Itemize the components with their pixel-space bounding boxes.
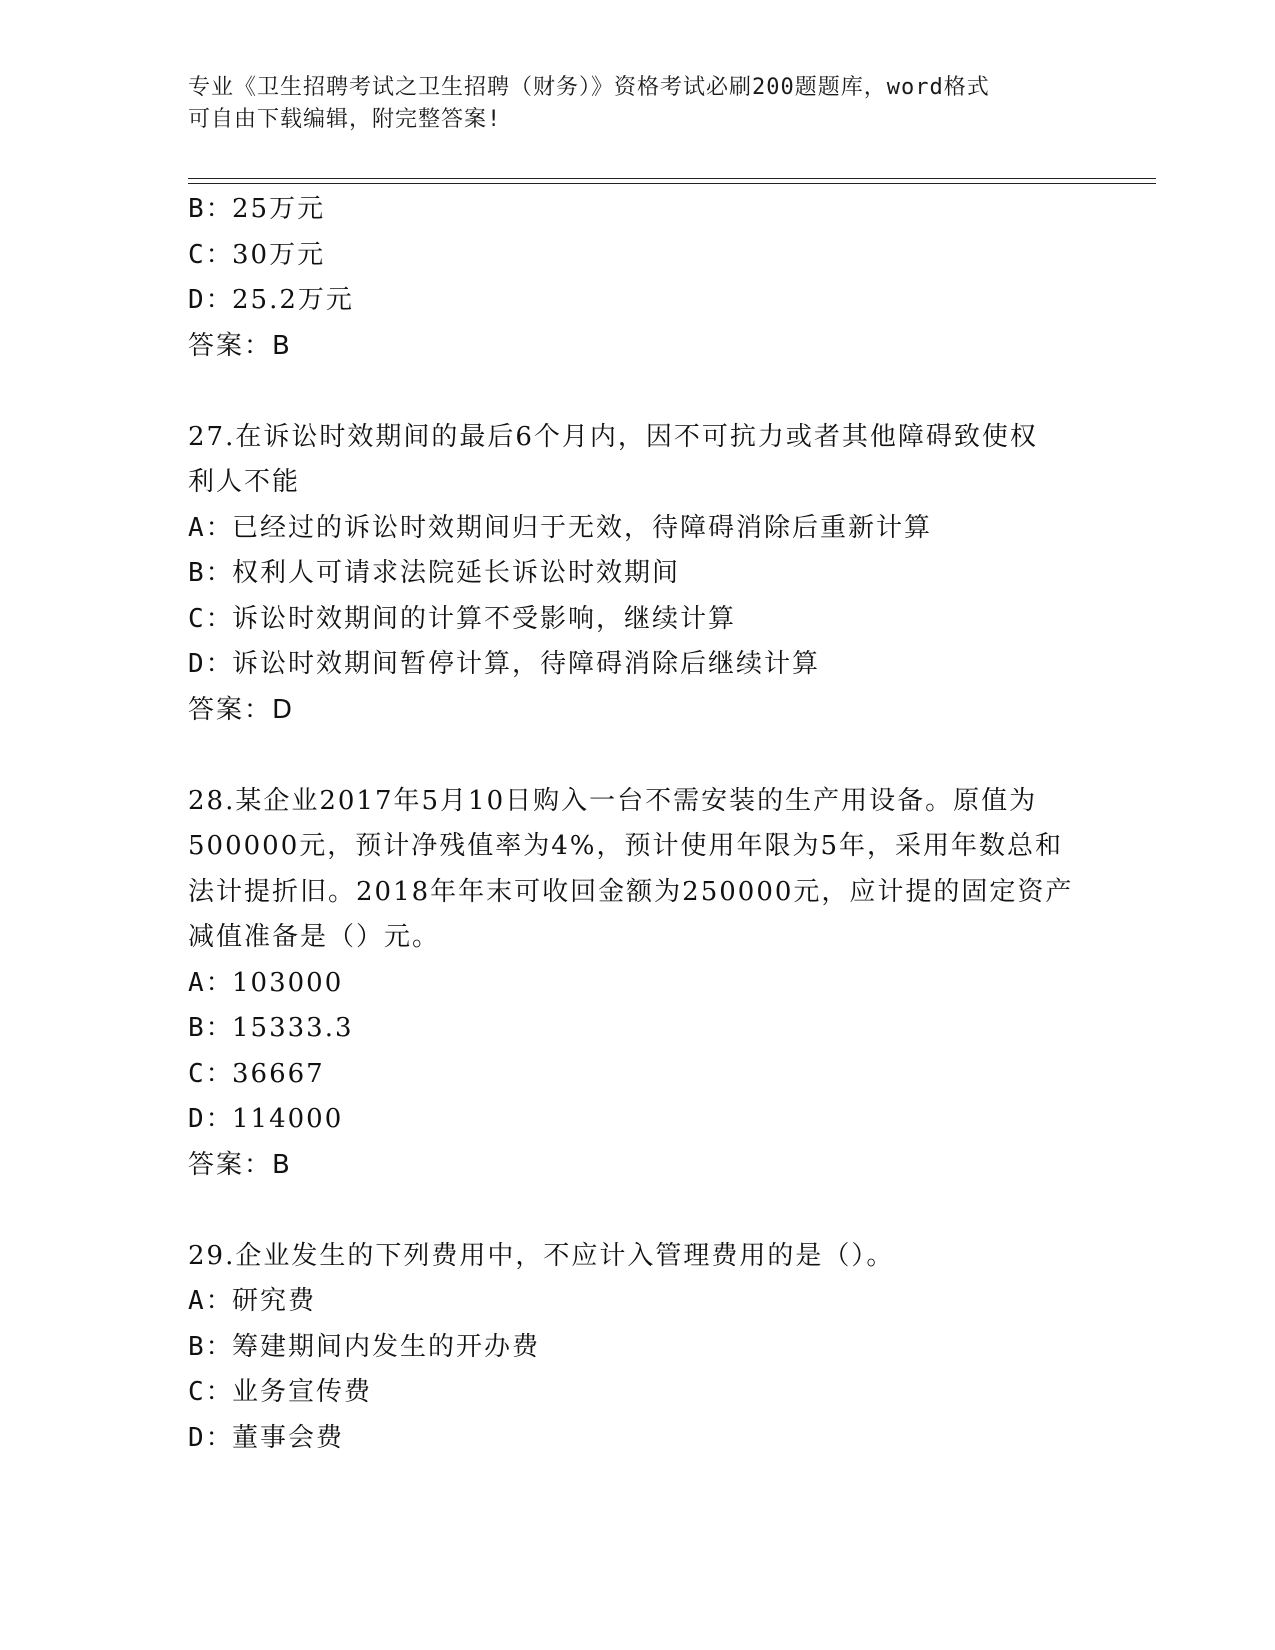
answer-line: 答案：B: [188, 1149, 292, 1180]
answer-line: 答案：D: [188, 694, 295, 725]
document-header: [188, 72, 1088, 136]
option-c: C：业务宣传费: [188, 1377, 373, 1407]
spacer: [188, 1188, 1088, 1234]
question-stem: 500000元，预计净残值率为4%，预计使用年限为5年，采用年数总和: [188, 831, 1064, 861]
option-c: C：30万元: [188, 239, 326, 270]
option-a: A：103000: [188, 967, 344, 998]
header-divider: [188, 178, 1156, 184]
option-d: D：114000: [188, 1104, 344, 1134]
option-d: D：25.2万元: [188, 285, 354, 315]
option-b: B：筹建期间内发生的开办费: [188, 1331, 541, 1362]
option-c: C：36667: [188, 1058, 325, 1089]
question-stem: 法计提折旧。2018年年末可收回金额为250000元，应计提的固定资产: [188, 876, 1074, 907]
document-body: [188, 187, 1088, 1461]
question-27: [188, 415, 1088, 734]
question-stem: 27.在诉讼时效期间的最后6个月内，因不可抗力或者其他障碍致使权: [188, 421, 1038, 452]
header-title-line-2: 可自由下载编辑，附完整答案!: [188, 107, 502, 132]
header-title-line-1: 专业《卫生招聘考试之卫生招聘（财务）》资格考试必刷200题题库，word格式: [188, 75, 990, 100]
question-stem: 减值准备是（）元。: [188, 922, 441, 952]
option-b: B：15333.3: [188, 1013, 354, 1043]
option-c: C：诉讼时效期间的计算不受影响，继续计算: [188, 603, 737, 634]
question-stem: 利人不能: [188, 467, 301, 497]
option-a: A：研究费: [188, 1286, 317, 1316]
question-29: [188, 1234, 1088, 1462]
spacer: [188, 733, 1088, 779]
question-26-continued: [188, 187, 1088, 369]
answer-line: 答案：B: [188, 330, 292, 361]
option-b: B：权利人可请求法院延长诉讼时效期间: [188, 558, 681, 588]
option-d: D：董事会费: [188, 1422, 345, 1453]
option-b: B：25万元: [188, 194, 326, 224]
option-d: D：诉讼时效期间暂停计算，待障碍消除后继续计算: [188, 649, 821, 679]
option-a: A：已经过的诉讼时效期间归于无效，待障碍消除后重新计算: [188, 512, 933, 543]
question-28: [188, 779, 1088, 1189]
spacer: [188, 369, 1088, 415]
question-stem: 28.某企业2017年5月10日购入一台不需安装的生产用设备。原值为: [188, 785, 1038, 816]
question-stem: 29.企业发生的下列费用中，不应计入管理费用的是（）。: [188, 1240, 895, 1271]
